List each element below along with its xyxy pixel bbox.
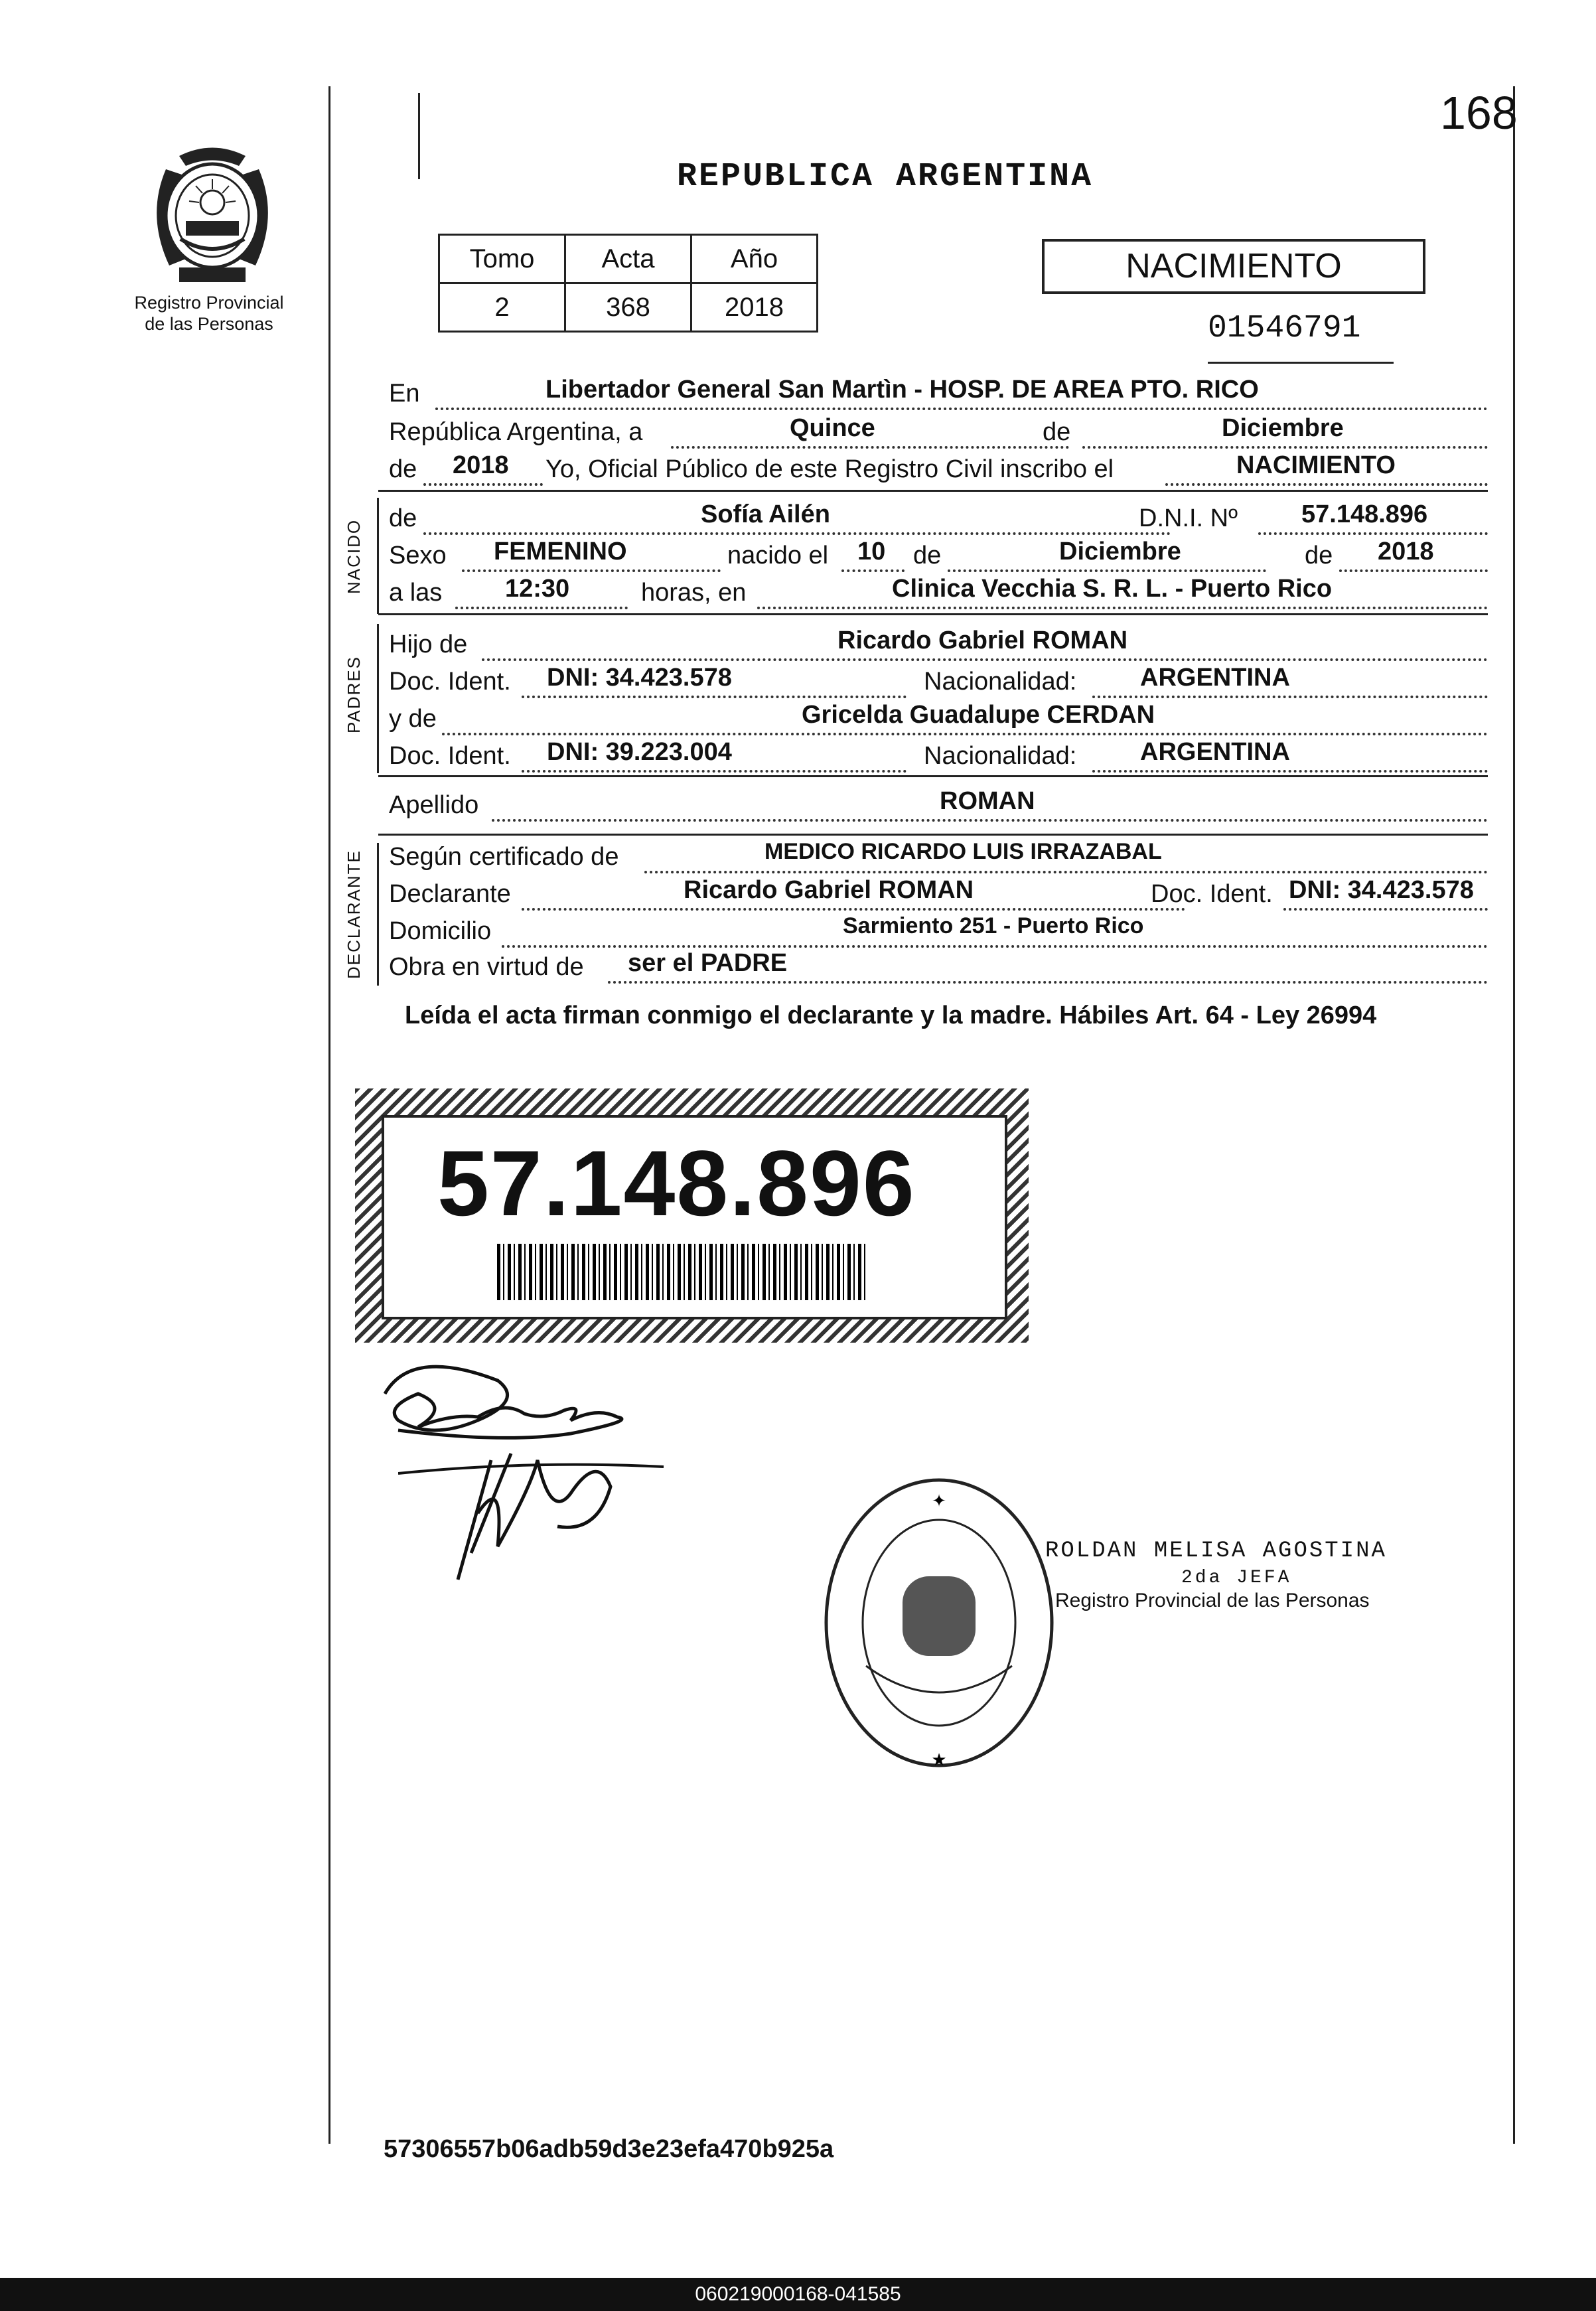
- child-dni: 57.148.896: [1301, 500, 1428, 528]
- row-domicilio: [389, 913, 1488, 950]
- nacido-section-label: NACIDO: [344, 518, 364, 594]
- dotted-line: [1283, 908, 1488, 911]
- father-nationality: ARGENTINA: [1140, 664, 1290, 692]
- row-declarante: [389, 876, 1488, 913]
- de-label: de: [1043, 418, 1071, 446]
- de-label: de: [913, 542, 942, 569]
- row-sexo: [389, 538, 1488, 575]
- birth-year: 2018: [1378, 538, 1434, 565]
- svg-text:✦: ✦: [932, 1491, 946, 1511]
- section-divider: [378, 613, 1488, 615]
- father-name: Ricardo Gabriel ROMAN: [837, 627, 1128, 654]
- nacionalidad-label: Nacionalidad:: [924, 742, 1077, 770]
- page-title: REPUBLICA ARGENTINA: [677, 158, 1094, 196]
- dotted-line: [423, 532, 1171, 535]
- sexo-value: FEMENINO: [494, 538, 627, 565]
- right-margin-line: [1513, 86, 1515, 2144]
- dotted-line: [608, 981, 1488, 984]
- dotted-line: [757, 607, 1488, 609]
- row-ydemother: [389, 701, 1488, 738]
- declarante-name: Ricardo Gabriel ROMAN: [684, 876, 974, 904]
- acta-header: Acta: [565, 235, 691, 283]
- coat-of-arms-icon: [139, 143, 285, 285]
- cert-label: Según certificado de: [389, 843, 619, 871]
- logo-caption-line1: Registro Provincial: [134, 293, 284, 313]
- en-label: En: [389, 380, 420, 408]
- dotted-line: [462, 569, 721, 572]
- day-value: Quince: [790, 414, 875, 442]
- nacionalidad-label: Nacionalidad:: [924, 668, 1077, 696]
- domicilio-value: Sarmiento 251 - Puerto Rico: [843, 913, 1144, 938]
- child-name: Sofía Ailén: [701, 500, 830, 528]
- dotted-line: [423, 483, 543, 486]
- row-apellido: [389, 787, 1488, 824]
- domicilio-label: Domicilio: [389, 917, 492, 945]
- hijo-label: Hijo de: [389, 631, 468, 658]
- declarante-label: Declarante: [389, 880, 511, 908]
- row-republica: [389, 414, 1488, 451]
- dotted-line: [502, 945, 1488, 948]
- nacido-el-label: nacido el: [727, 542, 829, 569]
- row-certificado: [389, 839, 1488, 876]
- misiones-logo: [139, 143, 285, 285]
- svg-text:★: ★: [931, 1750, 947, 1769]
- anio-value: 2018: [691, 283, 818, 332]
- tomo-value: 2: [439, 283, 565, 332]
- birth-place: Clinica Vecchia S. R. L. - Puerto Rico: [892, 575, 1333, 603]
- closing-statement: Leída el acta firman conmigo el declarante y la madre. Hábiles Art. 64 - Ley 26994: [405, 1002, 1377, 1029]
- dni-stamp: [355, 1088, 1029, 1343]
- page-number: 168: [1440, 87, 1518, 139]
- month-value: Diciembre: [1222, 414, 1344, 442]
- row-father-doc: [389, 664, 1488, 701]
- apellido-value: ROMAN: [940, 787, 1035, 815]
- logo-caption-line2: de las Personas: [145, 314, 273, 334]
- father-doc: DNI: 34.423.578: [547, 664, 732, 692]
- dotted-line: [455, 607, 628, 609]
- doc-label: Doc. Ident.: [1151, 880, 1273, 908]
- tomo-header: Tomo: [439, 235, 565, 283]
- birth-day: 10: [857, 538, 886, 565]
- document-hash: 57306557b06adb59d3e23efa470b925a: [384, 2135, 834, 2163]
- serial-underline: [1208, 362, 1394, 364]
- barcode-icon: [497, 1244, 869, 1300]
- year-value: 2018: [453, 451, 509, 479]
- mother-doc: DNI: 39.223.004: [547, 738, 732, 766]
- left-margin-line: [328, 86, 330, 2144]
- horas-label: horas, en: [641, 579, 747, 607]
- dotted-line: [644, 871, 1488, 873]
- birth-month: Diciembre: [1059, 538, 1181, 565]
- register-value-row: [439, 283, 818, 332]
- dotted-line: [1082, 446, 1488, 449]
- official-name: ROLDAN MELISA AGOSTINA: [1045, 1538, 1387, 1564]
- signature-declarante-icon: [372, 1354, 650, 1447]
- section-bracket: [377, 843, 379, 986]
- dotted-line: [1165, 483, 1488, 486]
- obra-label: Obra en virtud de: [389, 953, 584, 981]
- dotted-line: [948, 569, 1266, 572]
- yo-label: Yo, Oficial Público de este Registro Civil inscribo el: [545, 455, 1114, 483]
- dotted-line: [1258, 532, 1488, 535]
- serial-number: 01546791: [1208, 311, 1361, 346]
- official-role: 2da JEFA: [1181, 1568, 1292, 1588]
- section-divider: [378, 834, 1488, 836]
- alas-label: a las: [389, 579, 443, 607]
- de-label: de: [389, 504, 417, 532]
- mother-name: Gricelda Guadalupe CERDAN: [802, 701, 1155, 729]
- declarante-doc: DNI: 34.423.578: [1289, 876, 1474, 904]
- official-org: Registro Provincial de las Personas: [1055, 1590, 1370, 1611]
- dni-stamp-inner: [382, 1115, 1007, 1319]
- section-bracket: [377, 624, 379, 773]
- dotted-line: [435, 408, 1488, 410]
- anio-header: Año: [691, 235, 818, 283]
- row-nacido-name: [389, 500, 1488, 538]
- republica-label: República Argentina, a: [389, 418, 643, 446]
- top-tick-line: [418, 93, 420, 179]
- act-value: NACIMIENTO: [1236, 451, 1396, 479]
- declarante-section-label: DECLARANTE: [344, 850, 364, 979]
- dotted-line: [522, 770, 907, 773]
- de-label: de: [1305, 542, 1333, 569]
- doc-label: Doc. Ident.: [389, 668, 511, 696]
- dotted-line: [1339, 569, 1488, 572]
- dotted-line: [522, 908, 1185, 911]
- dotted-line: [482, 658, 1488, 661]
- dni-stamp-number: 57.148.896: [437, 1131, 916, 1235]
- row-obra: [389, 949, 1488, 986]
- mother-nationality: ARGENTINA: [1140, 738, 1290, 766]
- row-yo: [389, 451, 1488, 488]
- cert-value: MEDICO RICARDO LUIS IRRAZABAL: [764, 839, 1162, 864]
- signature-madre-icon: [398, 1434, 677, 1586]
- dotted-line: [1092, 696, 1488, 698]
- row-hijo: [389, 627, 1488, 664]
- yde-label: y de: [389, 705, 437, 733]
- section-bracket: [377, 498, 379, 614]
- dni-label: D.N.I. Nº: [1139, 504, 1238, 532]
- dotted-line: [1092, 770, 1488, 773]
- apellido-label: Apellido: [389, 791, 479, 819]
- section-divider: [378, 490, 1488, 492]
- dotted-line: [671, 446, 1069, 449]
- document-type-box: NACIMIENTO: [1042, 239, 1425, 294]
- sexo-label: Sexo: [389, 542, 447, 569]
- birth-time: 12:30: [505, 575, 570, 603]
- row-mother-doc: [389, 738, 1488, 775]
- bottom-bar: [0, 2278, 1596, 2311]
- doc-label: Doc. Ident.: [389, 742, 511, 770]
- acta-value: 368: [565, 283, 691, 332]
- place-value: Libertador General San Martìn - HOSP. DE AREA PTO. RICO: [545, 376, 1259, 404]
- section-divider: [378, 775, 1488, 777]
- row-en: [389, 376, 1488, 413]
- bottom-code: 060219000168-041585: [695, 2283, 901, 2305]
- register-table: [438, 234, 818, 333]
- row-alas: [389, 575, 1488, 612]
- register-header-row: [439, 235, 818, 283]
- dotted-line: [442, 733, 1488, 735]
- obra-value: ser el PADRE: [628, 949, 788, 977]
- official-seal-icon: [820, 1467, 1058, 1779]
- dotted-line: [492, 819, 1488, 822]
- dotted-line: [841, 569, 905, 572]
- logo-caption: [119, 292, 299, 335]
- padres-section-label: PADRES: [344, 656, 364, 733]
- de2-label: de: [389, 455, 417, 483]
- dotted-line: [522, 696, 907, 698]
